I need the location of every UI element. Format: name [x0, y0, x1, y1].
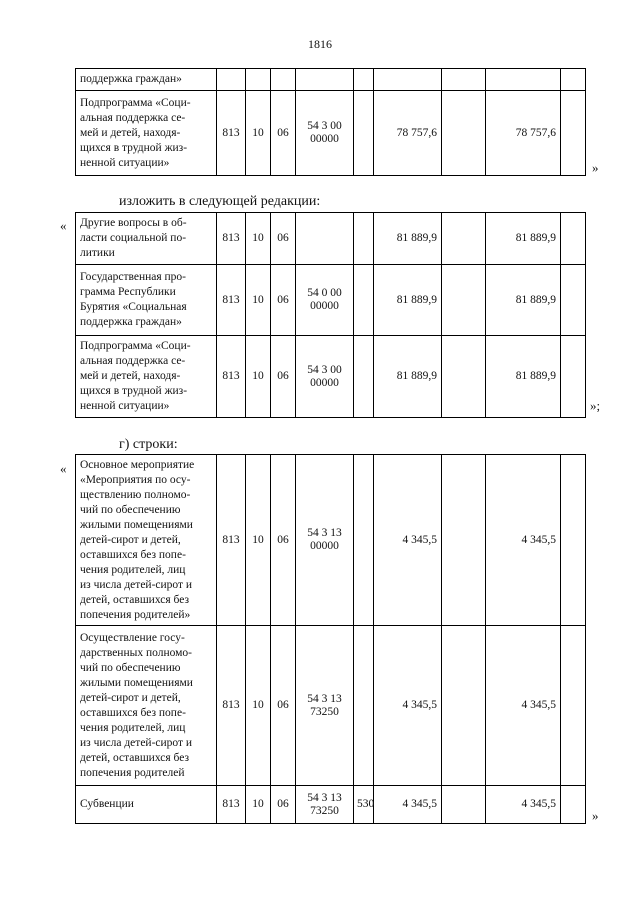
- amount-budget: 4 345,5: [486, 455, 561, 626]
- amount-total: 81 889,9: [374, 213, 442, 265]
- amount-budget: 4 345,5: [486, 626, 561, 786]
- amount-total: 81 889,9: [374, 265, 442, 336]
- ministry-code: 813: [217, 786, 246, 824]
- subsection-code: 06: [271, 265, 296, 336]
- amount-budget: [486, 69, 561, 91]
- table-row: [76, 455, 586, 626]
- amount-blank: [442, 455, 486, 626]
- row-name: Осуществление госу- дарственных полномо- чий по обеспечению жилыми помещениями детей-сирот и детей, оставшихся без попе- чения родителей, лиц из числа детей-сирот и детей, оставшихся без попечения родителей: [76, 626, 217, 786]
- page-number: 1816: [308, 37, 332, 51]
- amount-blank: [442, 91, 486, 176]
- subsection-code: 06: [271, 786, 296, 824]
- expense-type-code: [354, 91, 374, 176]
- expense-type-code: [354, 455, 374, 626]
- section-code: 10: [246, 786, 271, 824]
- section-code: 10: [246, 336, 271, 418]
- target-article-code: 54 3 13 73250: [296, 626, 354, 786]
- expense-type-code: 530: [354, 786, 374, 824]
- table-row: [76, 91, 586, 176]
- amount-budget: 81 889,9: [486, 213, 561, 265]
- expense-type-code: [354, 336, 374, 418]
- subsection-code: [271, 69, 296, 91]
- close-quote: »;: [590, 398, 601, 413]
- empty-cell: [561, 455, 586, 626]
- row-name: Подпрограмма «Соци- альная поддержка се- мей и детей, находя- щихся в трудной жиз- ненной ситуации»: [76, 91, 217, 176]
- ministry-code: 813: [217, 455, 246, 626]
- amount-blank: [442, 213, 486, 265]
- section-code: 10: [246, 626, 271, 786]
- caption-rows: г) строки:: [119, 437, 178, 452]
- expense-type-code: [354, 69, 374, 91]
- empty-cell: [561, 91, 586, 176]
- row-name: Другие вопросы в об- ласти социальной по- литики: [76, 213, 217, 265]
- row-name: Государственная про- грамма Республики Бурятия «Социальная поддержка граждан»: [76, 265, 217, 336]
- target-article-code: 54 3 00 00000: [296, 91, 354, 176]
- empty-cell: [561, 69, 586, 91]
- amount-total: 4 345,5: [374, 455, 442, 626]
- amount-total: 4 345,5: [374, 626, 442, 786]
- amount-total: [374, 69, 442, 91]
- ministry-code: 813: [217, 265, 246, 336]
- target-article-code: 54 3 13 73250: [296, 786, 354, 824]
- table-row: [76, 786, 586, 824]
- amount-budget: 4 345,5: [486, 786, 561, 824]
- section-code: 10: [246, 265, 271, 336]
- open-quote: «: [60, 218, 67, 233]
- target-article-code: 54 3 13 00000: [296, 455, 354, 626]
- subsection-code: 06: [271, 626, 296, 786]
- amount-blank: [442, 336, 486, 418]
- amount-blank: [442, 786, 486, 824]
- expense-type-code: [354, 213, 374, 265]
- budget-table-new: [75, 212, 586, 418]
- close-quote: »: [592, 160, 599, 175]
- empty-cell: [561, 336, 586, 418]
- section-code: 10: [246, 455, 271, 626]
- empty-cell: [561, 213, 586, 265]
- amount-total: 78 757,6: [374, 91, 442, 176]
- section-code: [246, 69, 271, 91]
- budget-table-rows: [75, 454, 586, 824]
- ministry-code: 813: [217, 91, 246, 176]
- section-code: 10: [246, 91, 271, 176]
- section-code: 10: [246, 213, 271, 265]
- table-row: [76, 336, 586, 418]
- amount-budget: 81 889,9: [486, 336, 561, 418]
- expense-type-code: [354, 265, 374, 336]
- table-row: [76, 69, 586, 91]
- ministry-code: 813: [217, 336, 246, 418]
- empty-cell: [561, 265, 586, 336]
- target-article-code: [296, 213, 354, 265]
- target-article-code: 54 3 00 00000: [296, 336, 354, 418]
- close-quote: »: [592, 808, 599, 823]
- empty-cell: [561, 626, 586, 786]
- subsection-code: 06: [271, 213, 296, 265]
- caption-new-edition: изложить в следующей редакции:: [119, 194, 321, 209]
- table-row: [76, 626, 586, 786]
- table-row: [76, 265, 586, 336]
- amount-total: 4 345,5: [374, 786, 442, 824]
- subsection-code: 06: [271, 336, 296, 418]
- ministry-code: 813: [217, 213, 246, 265]
- amount-blank: [442, 626, 486, 786]
- target-article-code: [296, 69, 354, 91]
- amount-total: 81 889,9: [374, 336, 442, 418]
- target-article-code: 54 0 00 00000: [296, 265, 354, 336]
- amount-blank: [442, 69, 486, 91]
- row-name: Основное мероприятие «Мероприятия по осу- ществлению полномо- чий по обеспечению жилыми помещениями детей-сирот и детей, оставшихся без попе- чения родителей, лиц из числа детей-сирот и детей, оставшихся без попечения родителей»: [76, 455, 217, 626]
- subsection-code: 06: [271, 91, 296, 176]
- ministry-code: 813: [217, 626, 246, 786]
- budget-table-old: [75, 68, 586, 176]
- row-name: Субвенции: [76, 786, 217, 824]
- ministry-code: [217, 69, 246, 91]
- row-name: поддержка граждан»: [76, 69, 217, 91]
- expense-type-code: [354, 626, 374, 786]
- amount-budget: 81 889,9: [486, 265, 561, 336]
- open-quote: «: [60, 461, 67, 476]
- empty-cell: [561, 786, 586, 824]
- table-row: [76, 213, 586, 265]
- subsection-code: 06: [271, 455, 296, 626]
- amount-budget: 78 757,6: [486, 91, 561, 176]
- amount-blank: [442, 265, 486, 336]
- row-name: Подпрограмма «Соци- альная поддержка се- мей и детей, находя- щихся в трудной жиз- ненной ситуации»: [76, 336, 217, 418]
